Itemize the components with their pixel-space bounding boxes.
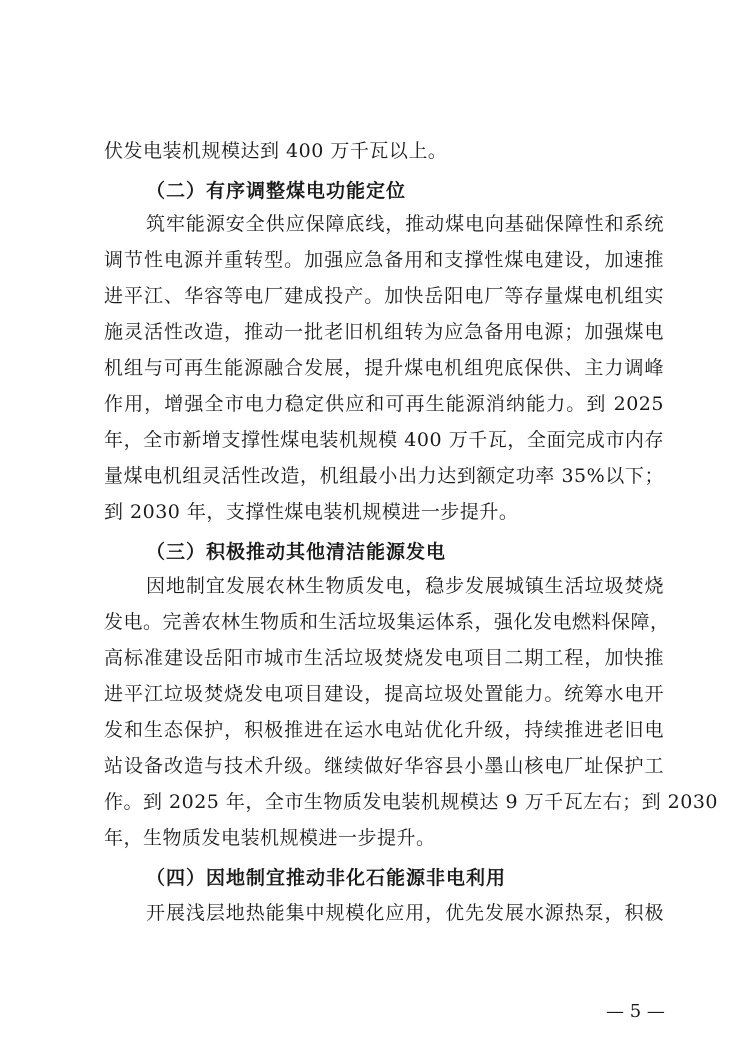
paragraph-line: 发和生态保护，积极推进在运水电站优化升级，持续推进老旧电 — [104, 719, 664, 741]
paragraph-line: 调节性电源并重转型。加强应急备用和支撑性煤电建设，加速推 — [104, 249, 664, 271]
paragraph-line: 站设备改造与技术升级。继续做好华容县小墨山核电厂址保护工 — [104, 755, 664, 777]
section-heading-2: （二）有序调整煤电功能定位 — [146, 180, 407, 202]
section-heading-4: （四）因地制宜推动非化石能源非电利用 — [146, 867, 507, 889]
paragraph-line: 筑牢能源安全供应保障底线，推动煤电向基础保障性和系统 — [146, 213, 664, 235]
paragraph-line: 年，全市新增支撑性煤电装机规模 400 万千瓦，全面完成市内存 — [104, 429, 664, 451]
paragraph-line: 作。到 2025 年，全市生物质发电装机规模达 9 万千瓦左右；到 2030 — [104, 791, 718, 813]
paragraph-line: 因地制宜发展农林生物质发电，稳步发展城镇生活垃圾焚烧 — [146, 575, 664, 597]
continuation-line: 伏发电装机规模达到 400 万千瓦以上。 — [104, 140, 448, 162]
paragraph-line: 作用，增强全市电力稳定供应和可再生能源消纳能力。到 2025 — [104, 393, 664, 415]
paragraph-line: 发电。完善农林生物质和生活垃圾集运体系，强化发电燃料保障， — [104, 611, 670, 633]
paragraph-line: 年，生物质发电装机规模进一步提升。 — [104, 827, 436, 849]
paragraph-line: 机组与可再生能源融合发展，提升煤电机组兜底保供、主力调峰 — [104, 357, 664, 379]
section-heading-3: （三）积极推动其他清洁能源发电 — [146, 541, 447, 563]
paragraph-line: 进平江、华容等电厂建成投产。加快岳阳电厂等存量煤电机组实 — [104, 285, 664, 307]
paragraph-line: 量煤电机组灵活性改造，机组最小出力达到额定功率 35%以下； — [104, 465, 664, 487]
paragraph-line: 进平江垃圾焚烧发电项目建设，提高垃圾处置能力。统筹水电开 — [104, 683, 664, 705]
paragraph-line: 到 2030 年，支撑性煤电装机规模进一步提升。 — [104, 501, 519, 523]
paragraph-line: 高标准建设岳阳市城市生活垃圾焚烧发电项目二期工程，加快推 — [104, 647, 664, 669]
paragraph-line: 开展浅层地热能集中规模化应用，优先发展水源热泵，积极 — [146, 902, 664, 924]
page-number: — 5 — — [606, 1001, 665, 1022]
paragraph-line: 施灵活性改造，推动一批老旧机组转为应急备用电源；加强煤电 — [104, 321, 664, 343]
